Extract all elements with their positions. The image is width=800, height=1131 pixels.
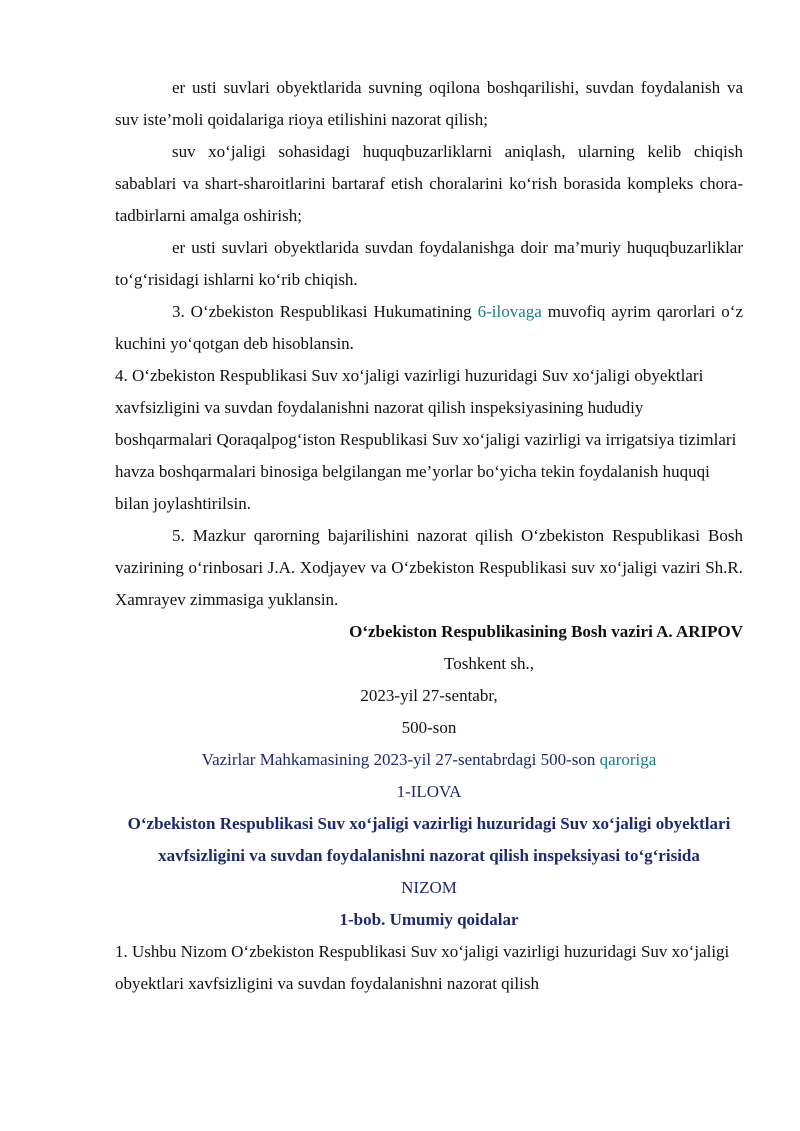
- document-type-heading: NIZOM: [401, 878, 457, 897]
- paragraph-violations-measures: suv xo‘jaligi sohasidagi huquqbuzarliklarni aniqlash, ularning kelib chiqish sabablari va shart-sharoitlarini bartaraf etish choralarini ko‘rish borasida kompleks chora-tadbirlarni amalga oshirish;: [115, 142, 743, 225]
- annex-reference-text: Vazirlar Mahkamasining 2023-yil 27-sentabrdagi 500-son: [201, 750, 600, 769]
- annex-title: O‘zbekiston Respublikasi Suv xo‘jaligi vazirligi huzuridagi Suv xo‘jaligi obyektlari xavfsizligini va suvdan foydalanishni nazorat qilish inspeksiyasi to‘g‘risida: [127, 814, 731, 865]
- paragraph-item-3: [115, 296, 743, 360]
- paragraph-surface-water-control: er usti suvlari obyektlarida suvning oqilona boshqarilishi, suvdan foydalanish va suv iste’moli qoidalariga rioya etilishini nazorat qilish;: [115, 78, 743, 129]
- item-3-text-end: muvofiq ayrim qarorlari o‘z kuchini yo‘qotgan deb hisoblansin.: [115, 302, 743, 353]
- document-body: [115, 72, 743, 1000]
- annex-label: 1-ILOVA: [396, 782, 462, 801]
- paragraph-administrative-cases: er usti suvlari obyektlarida suvdan foydalanishga doir ma’muriy huquqbuzarliklar to‘g‘risidagi ishlarni ko‘rib chiqish.: [115, 238, 743, 289]
- signature-number: 500-son: [401, 718, 457, 737]
- annex-6-link[interactable]: 6-ilovaga: [477, 302, 542, 321]
- item-3-text-start: 3. O‘zbekiston Respublikasi Hukumatining: [172, 302, 478, 321]
- signature-city: Toshkent sh.,: [444, 654, 534, 673]
- signature-title: O‘zbekiston Respublikasining Bosh vaziri A. ARIPOV: [349, 622, 743, 641]
- paragraph-item-5: 5. Mazkur qarorning bajarilishini nazorat qilish O‘zbekiston Respublikasi Bosh vazirining o‘rinbosari J.A. Xodjayev va O‘zbekiston Respublikasi suv xo‘jaligi vaziri Sh.R. Xamrayev zimmasiga yuklansin.: [115, 526, 743, 609]
- chapter-heading: 1-bob. Umumiy qoidalar: [339, 910, 519, 929]
- paragraph-regulation-item-1: 1. Ushbu Nizom O‘zbekiston Respublikasi Suv xo‘jaligi vazirligi huzuridagi Suv xo‘jaligi obyektlari xavfsizligini va suvdan foydalanishni nazorat qilish: [115, 942, 730, 993]
- signature-date: 2023-yil 27-sentabr,: [360, 686, 498, 705]
- paragraph-item-4: 4. O‘zbekiston Respublikasi Suv xo‘jaligi vazirligi huzuridagi Suv xo‘jaligi obyektlari xavfsizligini va suvdan foydalanishni nazorat qilish inspeksiyasining hududiy boshqarmalari Qoraqalpog‘iston Respublikasi Suv xo‘jaligi vazirligi va irrigatsiya tizimlari havza boshqarmalari binosiga belgilangan me’yorlar bo‘yicha tekin foydalanish huquqi bilan joylashtirilsin.: [115, 366, 737, 513]
- resolution-link[interactable]: qaroriga: [599, 750, 657, 769]
- annex-reference: [115, 744, 743, 776]
